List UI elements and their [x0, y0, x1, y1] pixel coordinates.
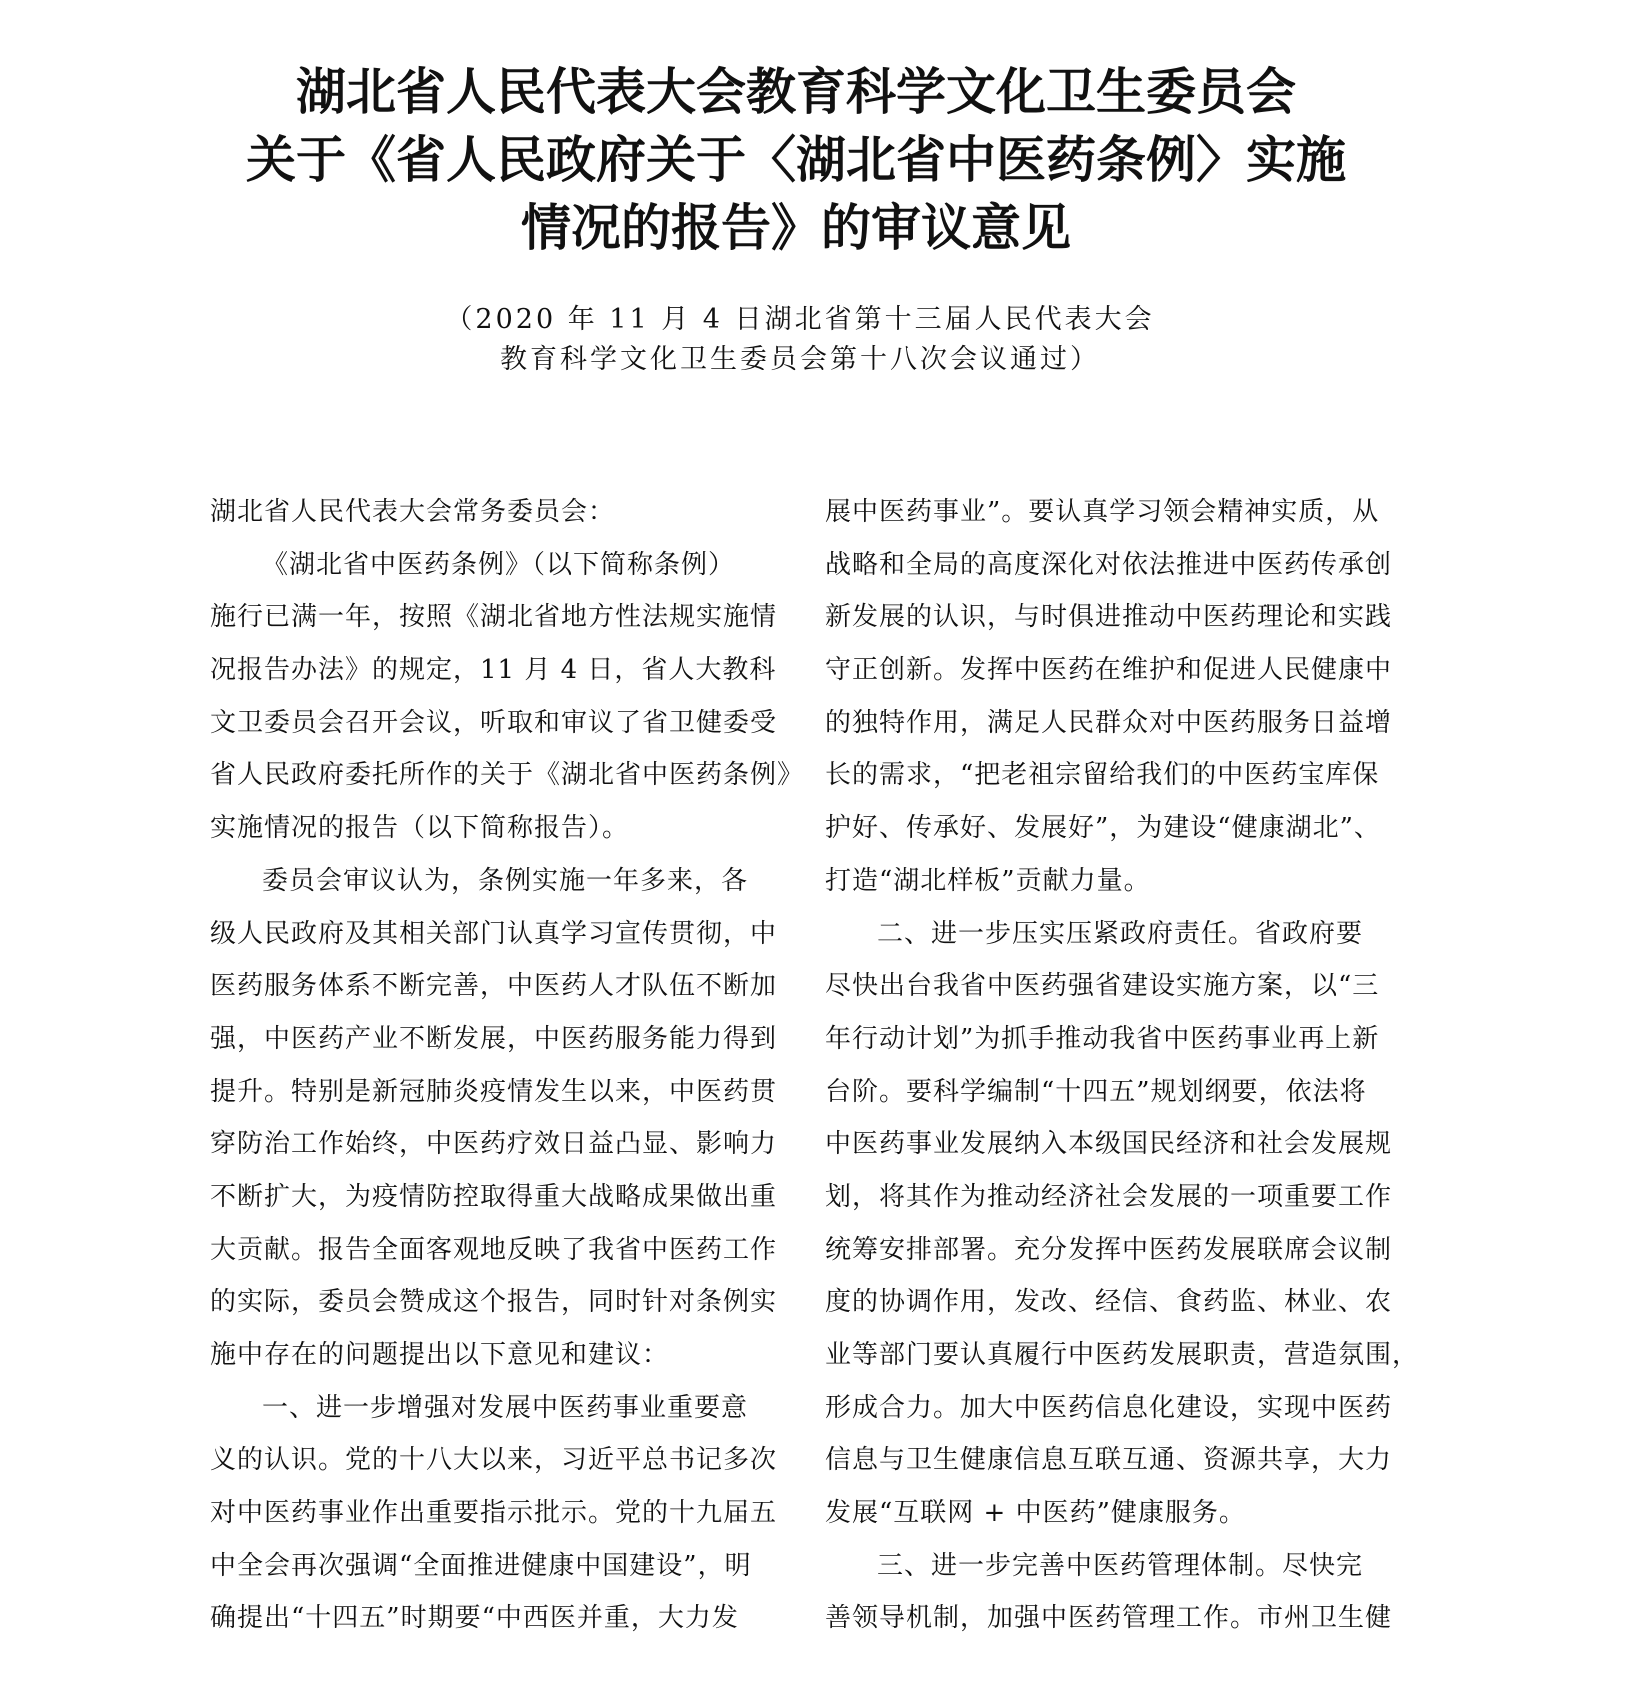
body-line: 展中医药事业”。要认真学习领会精神实质，从 — [825, 497, 1380, 527]
body-line: 省人民政府委托所作的关于《湖北省中医药条例》 — [210, 760, 805, 791]
body-line: 委员会审议认为，条例实施一年多来，各 — [262, 865, 749, 896]
body-line: 尽快出台我省中医药强省建设实施方案，以“三 — [825, 971, 1380, 1002]
body-line: 不断扩大，为疫情防控取得重大战略成果做出重 — [210, 1181, 778, 1212]
body-line: 划，将其作为推动经济社会发展的一项重要工作 — [825, 1181, 1393, 1212]
body-line: 级人民政府及其相关部门认真学习宣传贯彻，中 — [210, 918, 778, 949]
title-line: 湖北省人民代表大会教育科学文化卫生委员会 — [296, 63, 1296, 121]
body-line: 实施情况的报告（以下简称报告）。 — [210, 813, 630, 844]
title-line: 关于《省人民政府关于〈湖北省中医药条例〉实施 — [246, 131, 1346, 189]
body-line: 中全会再次强调“全面推进健康中国建设”，明 — [210, 1550, 752, 1581]
body-line: 穿防治工作始终，中医药疗效日益凸显、影响力 — [210, 1129, 778, 1160]
body-line: 对中医药事业作出重要指示批示。党的十九届五 — [210, 1498, 778, 1529]
body-line: 况报告办法》的规定，11 月 4 日，省人大教科 — [210, 655, 777, 686]
body-line: 义的认识。党的十八大以来，习近平总书记多次 — [210, 1445, 778, 1476]
body-line: 医药服务体系不断完善，中医药人才队伍不断加 — [210, 971, 778, 1002]
body-line: 文卫委员会召开会议，听取和审议了省卫健委受 — [210, 707, 778, 738]
body-line: 强，中医药产业不断发展，中医药服务能力得到 — [210, 1023, 778, 1054]
body-line: 长的需求，“把老祖宗留给我们的中医药宝库保 — [825, 760, 1380, 791]
body-line: 信息与卫生健康信息互联互通、资源共享，大力 — [825, 1445, 1393, 1476]
right-column — [825, 486, 1420, 1645]
body-line: 中医药事业发展纳入本级国民经济和社会发展规 — [825, 1129, 1393, 1160]
left-column — [210, 486, 805, 1645]
body-line: 形成合力。加大中医药信息化建设，实现中医药 — [825, 1392, 1393, 1423]
body-line: 施中存在的问题提出以下意见和建议： — [210, 1340, 670, 1370]
body-line: 三、进一步完善中医药管理体制。尽快完 — [877, 1550, 1364, 1581]
body-line: 一、进一步增强对发展中医药事业重要意 — [262, 1392, 749, 1423]
body-line: 打造“湖北样板”贡献力量。 — [825, 865, 1151, 896]
body-line: 统筹安排部署。充分发挥中医药发展联席会议制 — [825, 1234, 1393, 1265]
document-subtitle — [300, 300, 1300, 380]
body-line: 施行已满一年，按照《湖北省地方性法规实施情 — [210, 602, 778, 633]
body-line: 善领导机制，加强中医药管理工作。市州卫生健 — [825, 1603, 1393, 1634]
body-line: 提升。特别是新冠肺炎疫情发生以来，中医药贯 — [210, 1076, 778, 1107]
body-line: 业等部门要认真履行中医药发展职责，营造氛围， — [825, 1340, 1420, 1370]
body-line: 二、进一步压实压紧政府责任。省政府要 — [877, 918, 1364, 949]
document-title — [180, 58, 1412, 262]
body-line: 年行动计划”为抓手推动我省中医药事业再上新 — [825, 1023, 1380, 1054]
body-line: 的实际，委员会赞成这个报告，同时针对条例实 — [210, 1287, 778, 1318]
body-line: 度的协调作用，发改、经信、食药监、林业、农 — [825, 1287, 1393, 1318]
body-line: 新发展的认识，与时俱进推动中医药理论和实践 — [825, 602, 1393, 633]
subtitle-line: （2020 年 11 月 4 日湖北省第十三届人民代表大会 — [445, 304, 1155, 335]
body-line: 的独特作用，满足人民群众对中医药服务日益增 — [825, 707, 1393, 738]
subtitle-line: 教育科学文化卫生委员会第十八次会议通过） — [500, 344, 1100, 375]
body-line: 战略和全局的高度深化对依法推进中医药传承创 — [825, 549, 1393, 580]
body-line: 护好、传承好、发展好”，为建设“健康湖北”、 — [825, 813, 1381, 844]
body-line: 《湖北省中医药条例》（以下简称条例） — [262, 549, 736, 580]
body-line: 守正创新。发挥中医药在维护和促进人民健康中 — [825, 655, 1393, 686]
body-line: 湖北省人民代表大会常务委员会： — [210, 497, 616, 527]
title-line: 情况的报告》的审议意见 — [521, 199, 1071, 257]
body-line: 确提出“十四五”时期要“中西医并重，大力发 — [210, 1603, 739, 1634]
body-line: 大贡献。报告全面客观地反映了我省中医药工作 — [210, 1234, 778, 1265]
body-line: 发展“互联网 + 中医药”健康服务。 — [825, 1498, 1246, 1529]
body-line: 台阶。要科学编制“十四五”规划纲要，依法将 — [825, 1076, 1367, 1107]
